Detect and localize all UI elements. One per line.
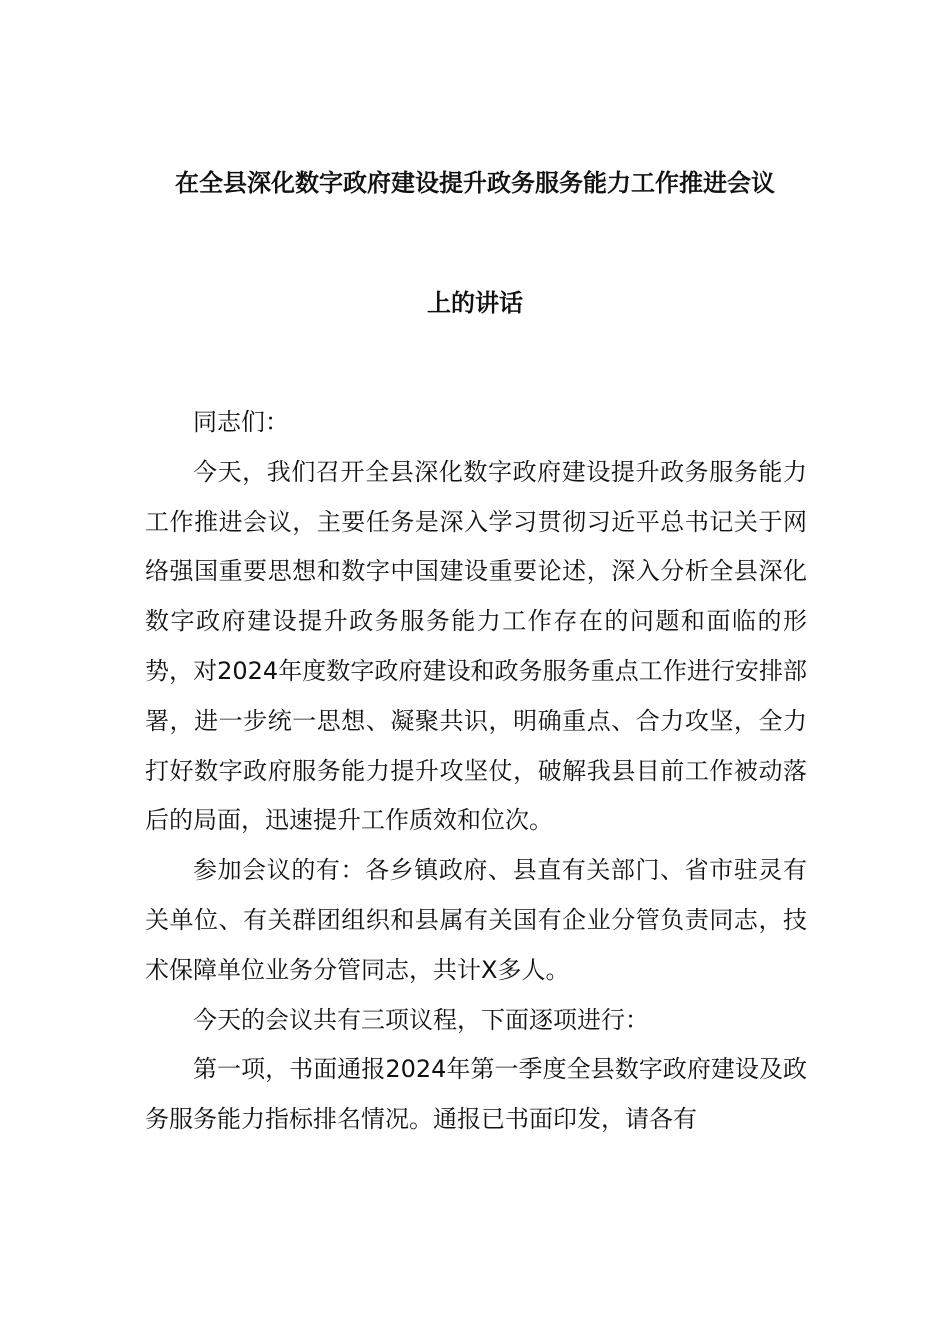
document-title-line-2: 上的讲话: [427, 289, 523, 317]
paragraph-intro: 今天，我们召开全县深化数字政府建设提升政务服务能力工作推进会议，主要任务是深入学习贯彻习近平总书记关于网络强国重要思想和数字中国建设重要论述，深入分析全县深化数字政府建设提升政务服务能力工作存在的问题和面临的形势，对2024年度数字政府建设和政务服务重点工作进行安排部署，进一步统一思想、凝聚共识，明确重点、合力攻坚，全力打好数字政府服务能力提升攻坚仗，破解我县目前工作被动落后的局面，迅速提升工作质效和位次。: [145, 457, 807, 835]
document-title-line-1: 在全县深化数字政府建设提升政务服务能力工作推进会议: [175, 169, 775, 197]
paragraph-attendees: 参加会议的有：各乡镇政府、县直有关部门、省市驻灵有关单位、有关群团组织和县属有关国有企业分管负责同志，技术保障单位业务分管同志，共计X多人。: [145, 856, 807, 984]
greeting: 同志们：: [193, 408, 289, 436]
paragraph-item-one: 第一项，书面通报2024年第一季度全县数字政府建设及政务服务能力指标排名情况。通报已书面印发，请各有: [145, 1055, 807, 1134]
paragraph-agenda: 今天的会议共有三项议程，下面逐项进行：: [193, 1005, 649, 1034]
document-body: [145, 398, 807, 1145]
